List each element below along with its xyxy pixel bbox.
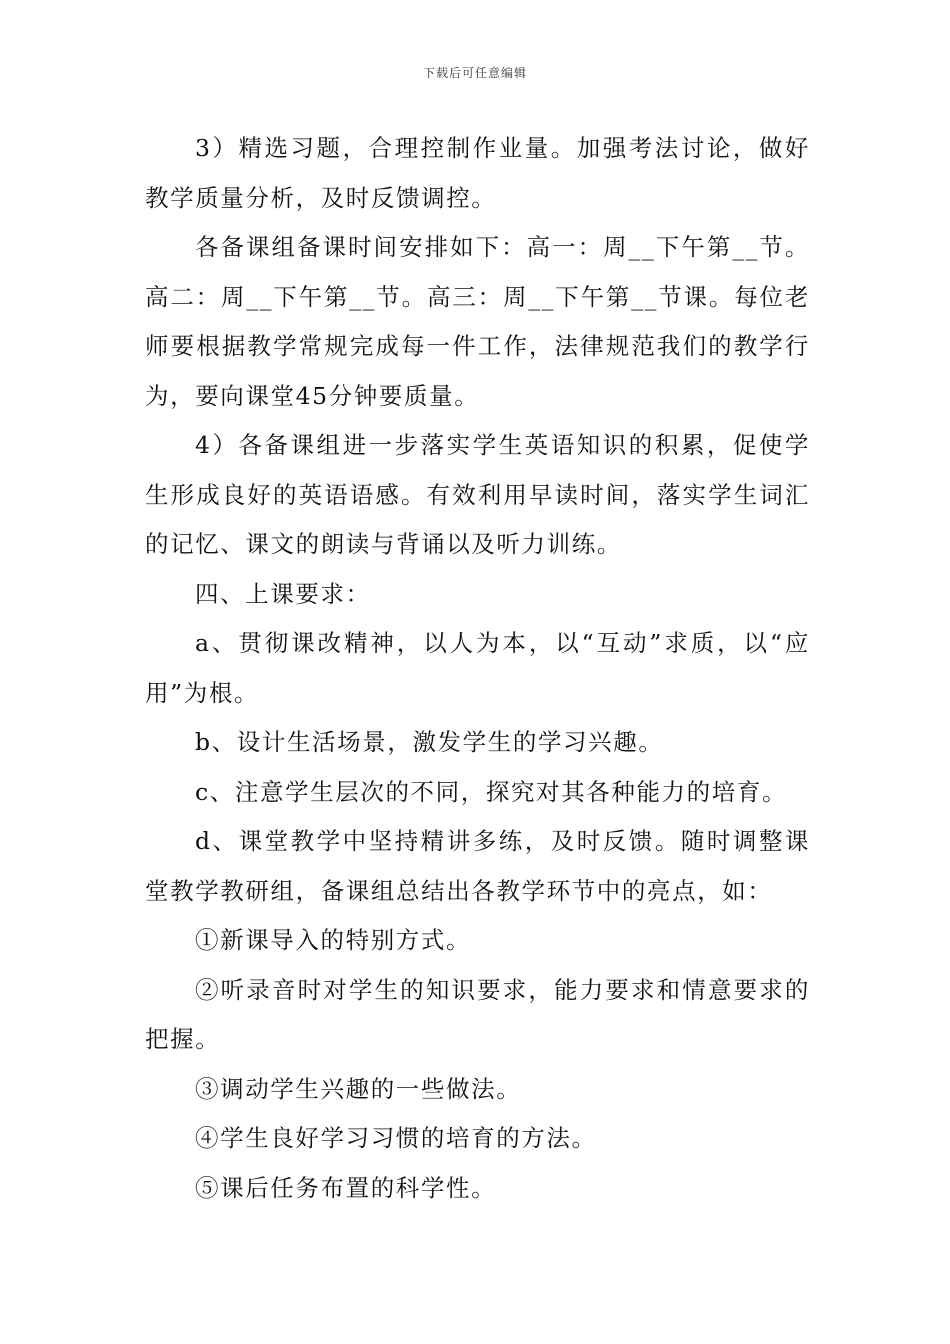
item-b: b、设计生活场景，激发学生的学习兴趣。 <box>195 728 664 756</box>
highlight-3: ③调动学生兴趣的一些做法。 <box>195 1074 522 1103</box>
highlight-5: ⑤课后任务布置的科学性。 <box>195 1173 497 1202</box>
paragraph-3-exercises: 3）精选习题，合理控制作业量。加强考法讨论，做好教学质量分析，及时反馈调控。 <box>145 134 810 212</box>
section-heading-class-requirements: 四、上课要求： <box>195 579 371 608</box>
item-c: c、注意学生层次的不同，探究对其各种能力的培育。 <box>195 777 788 806</box>
paragraph-schedule: 各备课组备课时间安排如下：高一：周__下午第__节。高二：周__下午第__节。高三：周__下午第__节课。每位老师要根据教学常规完成每一件工作，法律规范我们的教学行为，要向课堂45分钟要质量。 <box>145 233 810 410</box>
highlight-2: ②听录音时对学生的知识要求，能力要求和情意要求的把握。 <box>145 975 810 1053</box>
document-body <box>145 124 810 1213</box>
page-header: 下载后可任意编辑 <box>422 66 527 80</box>
item-d: d、课堂教学中坚持精讲多练，及时反馈。随时调整课堂教学教研组，备课组总结出各教学环节中的亮点，如： <box>145 827 810 905</box>
highlight-1: ①新课导入的特别方式。 <box>195 926 472 954</box>
paragraph-4-knowledge: 4）各备课组进一步落实学生英语知识的积累，促使学生形成良好的英语语感。有效利用早读时间，落实学生词汇的记忆、课文的朗读与背诵以及听力训练。 <box>145 431 810 558</box>
item-a: a、贯彻课改精神，以人为本，以“互动”求质，以“应用”为根。 <box>145 629 810 707</box>
highlight-4: ④学生良好学习习惯的培育的方法。 <box>195 1124 597 1152</box>
